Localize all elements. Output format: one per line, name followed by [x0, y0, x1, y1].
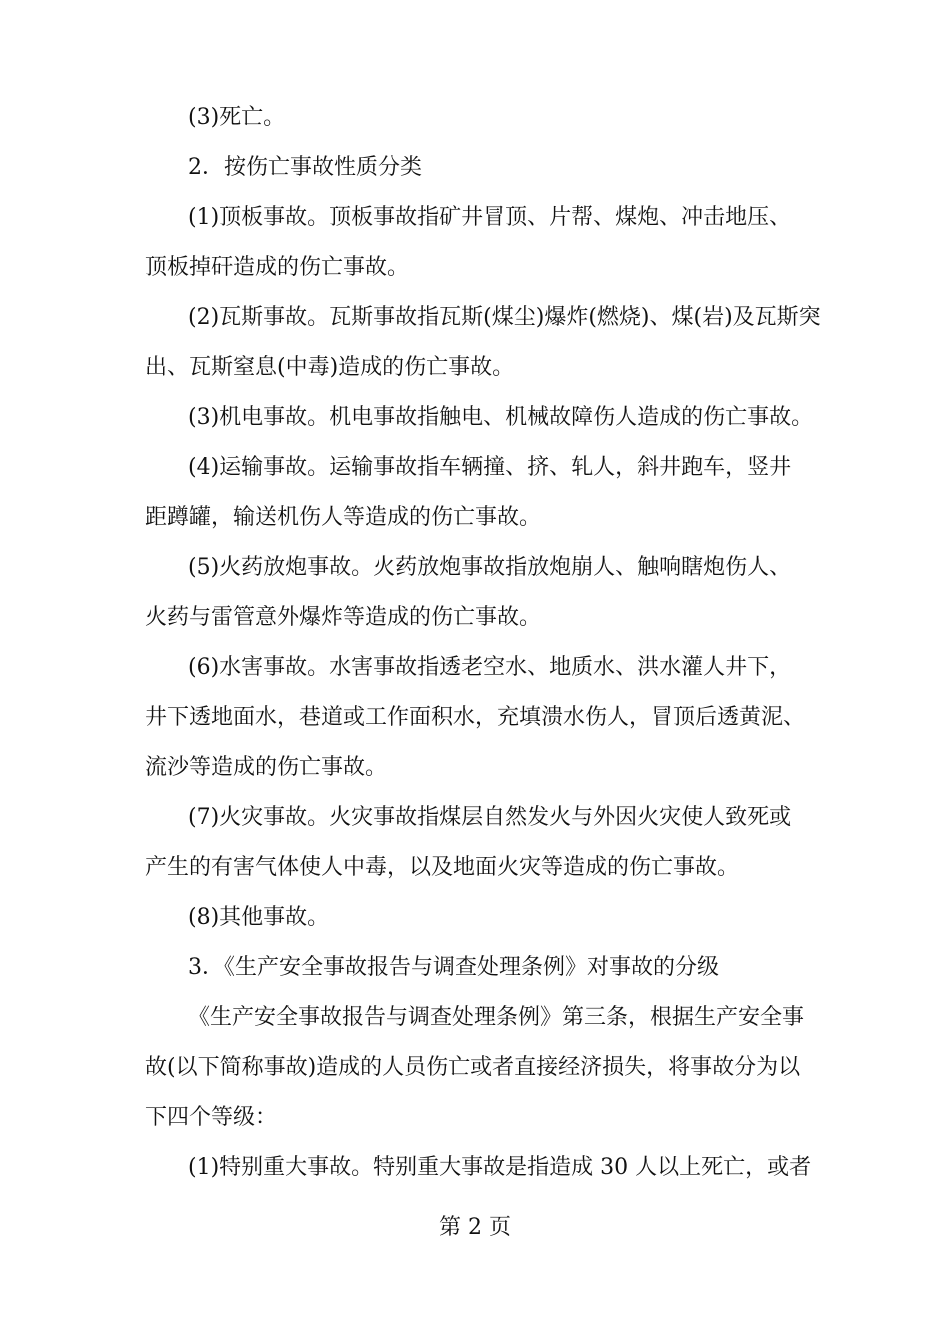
text-line-22: (1)特别重大事故。特别重大事故是指造成 30 人以上死亡，或者: [188, 1155, 812, 1180]
text-line-21: 下四个等级：: [145, 1105, 278, 1130]
text-line-8: (4)运输事故。运输事故指车辆撞、挤、轧人，斜井跑车，竖井: [188, 455, 792, 480]
section-heading-3: 3．《生产安全事故报告与调查处理条例》对事故的分级: [188, 955, 719, 980]
page-number: 第 2 页: [439, 1215, 511, 1240]
text-line-9: 距蹲罐，输送机伤人等造成的伤亡事故。: [145, 505, 542, 530]
text-line-1: (3)死亡。: [188, 105, 286, 130]
text-line-20: 故(以下简称事故)造成的人员伤亡或者直接经济损失，将事故分为以: [145, 1055, 801, 1080]
text-line-16: 产生的有害气体使人中毒，以及地面火灾等造成的伤亡事故。: [145, 855, 740, 880]
text-line-15: (7)火灾事故。火灾事故指煤层自然发火与外因火灾使人致死或: [188, 805, 792, 830]
text-line-7: (3)机电事故。机电事故指触电、机械故障伤人造成的伤亡事故。: [188, 405, 814, 430]
text-line-12: (6)水害事故。水害事故指透老空水、地质水、洪水灌人井下，: [188, 655, 792, 680]
text-line-14: 流沙等造成的伤亡事故。: [145, 755, 388, 780]
text-line-3: (1)顶板事故。顶板事故指矿井冒顶、片帮、煤炮、冲击地压、: [188, 205, 792, 230]
section-heading-2: 2．按伤亡事故性质分类: [188, 155, 422, 180]
text-line-6: 出、瓦斯窒息(中毒)造成的伤亡事故。: [145, 355, 515, 380]
text-line-5: (2)瓦斯事故。瓦斯事故指瓦斯(煤尘)爆炸(燃烧)、煤(岩)及瓦斯突: [188, 305, 821, 330]
text-line-4: 顶板掉矸造成的伤亡事故。: [145, 255, 410, 280]
text-line-13: 井下透地面水，巷道或工作面积水，充填溃水伤人，冒顶后透黄泥、: [145, 705, 806, 730]
text-line-19: 《生产安全事故报告与调查处理条例》第三条，根据生产安全事: [188, 1005, 805, 1030]
text-line-11: 火药与雷管意外爆炸等造成的伤亡事故。: [145, 605, 542, 630]
text-line-17: (8)其他事故。: [188, 905, 330, 930]
text-line-10: (5)火药放炮事故。火药放炮事故指放炮崩人、触响瞎炮伤人、: [188, 555, 792, 580]
